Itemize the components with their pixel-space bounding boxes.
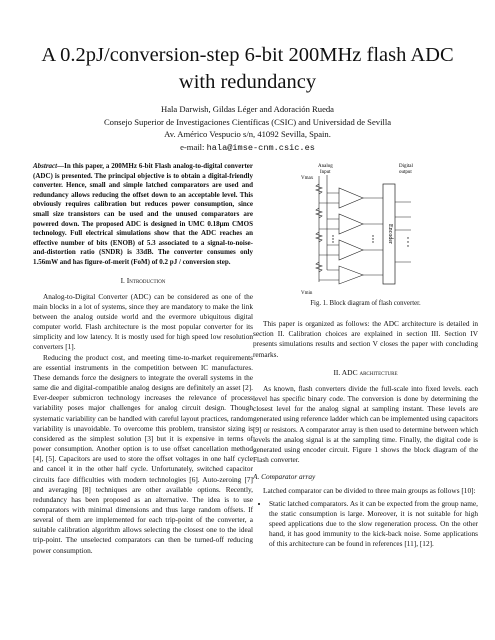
email-line	[0, 141, 495, 155]
intro-paragraph-2: Reducing the product cost, and meeting time-to-market requirements are essential instruments in the competition between IC manufactures. These demands force the designers to integrate the overall systems in the same die and digital-compatible analog designs are definitely an asset [2]. Ever-deeper submicron technology increases the relevance of process variability poses major challenges for analog circuit design. Though systematic variability can be handled with careful layout practices, random variability is unavoidable. To overcome this problem, transistor sizing is considered as the simplest solution [3] but it is expensive in terms of power consumption. Another option is to use offset cancellation method [4], [5]. Capacitors are used to store the offset voltages in one half cycle and cancel it in the other half cycle. Unfortunately, switched capacitor circuits face difficulties with modern technologies [6]. Auto-zeroing [7] and averaging [8] techniques are other available options. Recently, redundancy has been proposed as an alternative. The idea is to use comparators with minimal dimensions and thus large random offsets. If several of them are implemented for each trip-point of the converter, a suitable calibration algorithm allows selecting the closest one to the ideal trip-point. The unselected comparators can then be turned-off reducing power consumption.	[33, 352, 253, 555]
label-vmin: Vmin	[301, 291, 313, 296]
flash-adc-block-diagram	[253, 162, 478, 297]
affiliation: Consejo Superior de Investigaciones Científicas (CSIC) and Universidad de Sevilla	[103, 116, 392, 127]
comparator-types-list	[253, 499, 478, 550]
label-vmax: Vmax	[301, 176, 314, 181]
label-digital: Digital	[399, 164, 413, 169]
left-column	[33, 162, 253, 556]
authors: Hala Darwish, Gildas Léger and Adoración Rueda	[160, 104, 334, 114]
encoder-label: Encoder	[387, 224, 393, 244]
abstract-label: Abstract	[33, 162, 58, 170]
author-block	[0, 103, 495, 154]
address: Av. Américo Vespucio s/n, 41092 Sevilla, Spain.	[164, 129, 331, 140]
list-item: • Static latched comparators. As it can be expected from the group name, the static consumption is large. Moreover, it is not suitable for high speed applications due to the slow regeneration process. On the other hand, it has good immunity to the kick-back noise. Some applications of this architecture can be found in references [11], [12].	[269, 499, 478, 550]
label-input: Input	[320, 170, 331, 175]
email-label: e-mail:	[180, 141, 205, 152]
section-heading-introduction: I. Introduction	[120, 275, 166, 285]
architecture-paragraph-1: As known, flash converters divide the full-scale into fixed levels. each level has specific binary code. The conversion is done by determining the closest level for the analog signal at sampling instant. These levels are generated using reference ladder which can be implemented using capacitors [9] or resistors. A comparator array is then used to determine between which levels the analog signal is at the sampling time. Finally, the digital code is generated using encoder circuit. Figure 1 shows the block diagram of the Flash converter.	[253, 383, 478, 465]
abstract-text: —In this paper, a 200MHz 6-bit Flash analog-to-digital converter (ADC) is presented. The principal objective is to obtain a digital-friendly converter. Hence, small and simple latched comparators are used and redundancy allows reducing the offset down to an acceptable level. This obviously requires calibration but reduces power consumption, since small size transistors can be used and the unused comparators are powered down. The proposed ADC is designed in UMC 0.18μm CMOS technology. Full electrical simulations show that the ADC reaches an effective number of bits (ENOB) of 5.3 associated to a signal-to-noise-and-distortion ratio (SNDR) is 33dB. The converter consumes only 1.56mW and has figure-of-merit (FoM) of 0.2 pJ / conversion step.	[33, 162, 253, 266]
title-line-1: A 0.2pJ/conversion-step 6-bit 200MHz flash ADC	[41, 44, 454, 66]
figure-1	[253, 162, 478, 297]
organization-paragraph: This paper is organized as follows: the ADC architecture is detailed in section II. Calibration choices are explained in section III. Section IV presents simulations results and section V closes the paper with concluding remarks.	[253, 319, 478, 359]
subsection-heading-comparator-array: A. Comparator array	[253, 472, 316, 482]
comparator-1	[319, 188, 383, 208]
paper-title	[0, 42, 495, 96]
abstract	[33, 162, 253, 268]
title-line-2: with redundancy	[178, 71, 317, 93]
label-analog: Analog	[318, 164, 333, 169]
comparator-2	[319, 214, 383, 234]
architecture-paragraph-2: Latched comparator can be divided to three main groups as follows [10]:	[263, 486, 476, 496]
comparator-3	[319, 240, 383, 260]
figure-caption: Fig. 1. Block diagram of flash converter.	[310, 300, 421, 307]
label-output: output	[399, 170, 412, 175]
intro-paragraph-1: Analog-to-Digital Converter (ADC) can be considered as one of the main blocks in a lot of systems, since they are mandatory to make the link between the analog outside world and the evermore ubiquitous digital computer world. Flash architecture is the most popular converter for its simplicity and low latency. It is mostly used for high speed low resolution converters [1].	[33, 291, 253, 352]
email-address[interactable]: hala@imse-cnm.csic.es	[206, 142, 315, 153]
section-heading-adc-architecture: II. ADC architecture	[333, 367, 398, 377]
right-column	[253, 162, 478, 549]
comparator-4	[319, 266, 383, 284]
